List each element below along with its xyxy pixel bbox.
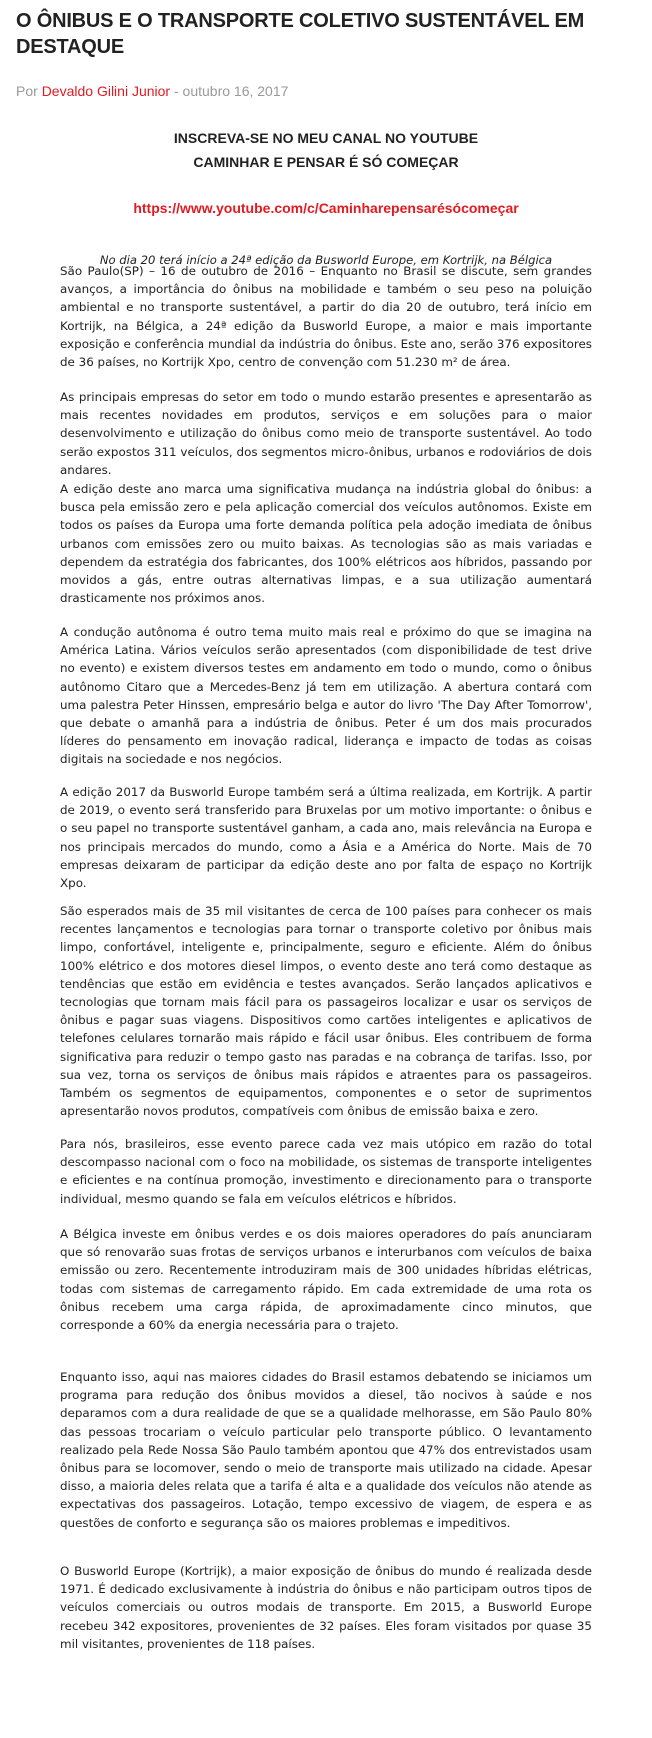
subscribe-heading: INSCREVA-SE NO MEU CANAL NO YOUTUBE xyxy=(173,130,479,146)
paragraph-9: Enquanto isso, aqui nas maiores cidades do Brasil estamos debatendo se iniciamos um programa para redução dos ônibus movidos a diesel, tão nocivos à saúde e nos deparamos com a dura realidade de que se a qualidade melhorasse, em São Paulo 80% das pessoas trocariam o veículo particular pelo transporte público. O levantamento realizado pela Rede Nossa São Paulo também apontou que 47% dos entrevistados usam ônibus para se locomover, sendo o meio de transporte mais utilizado na cidade. Apesar disso, a maioria deles relata que a tarifa é alta e a qualidade dos veículos não atende as expectativas dos passageiros. Lotação, tempo excessivo de viagem, de espera e as questões de conforto e segurança são os maiores problemas e impeditivos. xyxy=(60,1370,592,1530)
image-caption: No dia 20 terá início a 24ª edição da Busworld Europe, em Kortrijk, na Bélgica xyxy=(99,253,553,267)
post-title: O ÔNIBUS E O TRANSPORTE COLETIVO SUSTENTÁVEL EM DESTAQUE xyxy=(16,10,585,58)
author-link[interactable]: Devaldo Gilini Junior xyxy=(41,83,171,99)
paragraph-8: A Bélgica investe em ônibus verdes e os dois maiores operadores do país anunciaram que só renovarão suas frotas de serviços urbanos e interurbanos com veículos de baixa emissão ou zero. Recentemente introduziram mais de 300 unidades híbridas elétricas, todas com sistemas de carregamento rápido. Em cada extremidade de uma rota os ônibus recebem uma carga rápida, de aproximadamente cinco minutos, que corresponde a 60% da energia necessária para o trajeto. xyxy=(60,1227,592,1333)
channel-name-heading: CAMINHAR E PENSAR É SÓ COMEÇAR xyxy=(193,154,459,170)
byline-prefix: Por xyxy=(16,83,42,99)
paragraph-6: São esperados mais de 35 mil visitantes de cerca de 100 países para conhecer os mais recentes lançamentos e tecnologias para tornar o transporte coletivo por ônibus mais limpo, confortável, inteligente e, principalmente, seguro e eficiente. Além do ônibus 100% elétrico e dos motores diesel limpos, o evento deste ano terá como destaque as tendências que estão em evidência e testes avançados. Serão lançados aplicativos e tecnologias que tornam mais fácil para os passageiros localizar e usar os serviços de ônibus e pagar suas viagens. Dispositivos como cartões inteligentes e aplicativos de telefones celulares tornarão mais rápido e fácil usar ônibus. Eles contribuem de forma significativa para reduzir o tempo gasto nas paradas e na cobrança de tarifas. Isso, por sua vez, torna os serviços de ônibus mais rápidos e atraentes para os passageiros. Também os segmentos de equipamentos, componentes e o setor de suprimentos apresentarão novos produtos, compatíveis com ônibus de emissão baixa e zero. xyxy=(60,904,592,1119)
paragraph-2: As principais empresas do setor em todo o mundo estarão presentes e apresentarão as mais recentes novidades em produtos, serviços e em soluções para o maior desenvolvimento e utilização do ônibus como meio de transporte sustentável. Ao todo serão expostos 311 veículos, dos segmentos micro-ônibus, urbanos e rodoviários de dois andares. xyxy=(60,390,592,477)
paragraph-1: São Paulo(SP) – 16 de outubro de 2016 – Enquanto no Brasil se discute, sem grandes avanços, a importância do ônibus na mobilidade e também o seu peso na poluição ambiental e no transporte sustentável, a partir do dia 20 de outubro, terá início em Kortrijk, na Bélgica, a 24ª edição da Busworld Europe, a maior e mais importante exposição e conferência mundial da indústria do ônibus. Este ano, serão 376 expositores de 36 países, no Kortrijk Xpo, centro de convenção com 51.230 m² de área. xyxy=(60,264,592,370)
byline-separator: - xyxy=(170,83,183,99)
byline xyxy=(16,82,636,100)
youtube-channel-link[interactable]: https://www.youtube.com/c/Caminharepensarésócomeçar xyxy=(133,200,519,216)
paragraph-4: A condução autônoma é outro tema muito mais real e próximo do que se imagina na América Latina. Vários veículos serão apresentados (com disponibilidade de test drive no evento) e existem diversos testes em andamento em todo o mundo, como o ônibus autônomo Citaro que a Mercedes-Benz já tem em utilização. A abertura contará com uma palestra Peter Hinssen, empresário belga e autor do livro 'The Day After Tomorrow', que debate o amanhã para a indústria de ônibus. Peter é um dos mais procurados líderes do pensamento em inovação radical, liderança e impacto de todas as coisas digitais na sociedade e nos negócios. xyxy=(60,625,592,767)
post-date: outubro 16, 2017 xyxy=(182,83,289,99)
paragraph-5: A edição 2017 da Busworld Europe também será a última realizada, em Kortrijk. A partir de 2019, o evento será transferido para Bruxelas por um motivo importante: o ônibus e o seu papel no transporte sustentável ganham, a cada ano, mais relevância na Europa e nos principais mercados do mundo, como a Ásia e a América do Norte. Mais de 70 empresas deixaram de participar da edição deste ano por falta de espaço no Kortrijk Xpo. xyxy=(60,785,592,891)
paragraph-7: Para nós, brasileiros, esse evento parece cada vez mais utópico em razão do total descompasso nacional com o foco na mobilidade, os sistemas de transporte inteligentes e eficientes e na contínua promoção, investimento e direcionamento para o transporte individual, mesmo quando se fala em veículos elétricos e híbridos. xyxy=(60,1137,592,1206)
paragraph-3: A edição deste ano marca uma significativa mudança na indústria global do ônibus: a busca pela emissão zero e pela aplicação comercial dos veículos autônomos. Existe em todos os países da Europa uma forte demanda política pela adoção imediata de ônibus urbanos com emissões zero ou muito baixas. As tecnologias são as mais variadas e dependem da estratégia dos fabricantes, dos 100% elétricos aos híbridos, passando por movidos a gás, entre outras alternativas limpas, e a sua utilização aumentará drasticamente nos próximos anos. xyxy=(60,482,592,606)
paragraph-10: O Busworld Europe (Kortrijk), a maior exposição de ônibus do mundo é realizada desde 1971. É dedicado exclusivamente à indústria do ônibus e não participam outros tipos de veículos comerciais ou outros modais de transporte. Em 2015, a Busworld Europe recebeu 342 expositores, provenientes de 32 países. Eles foram visitados por quase 35 mil visitantes, provenientes de 118 países. xyxy=(60,1564,592,1651)
